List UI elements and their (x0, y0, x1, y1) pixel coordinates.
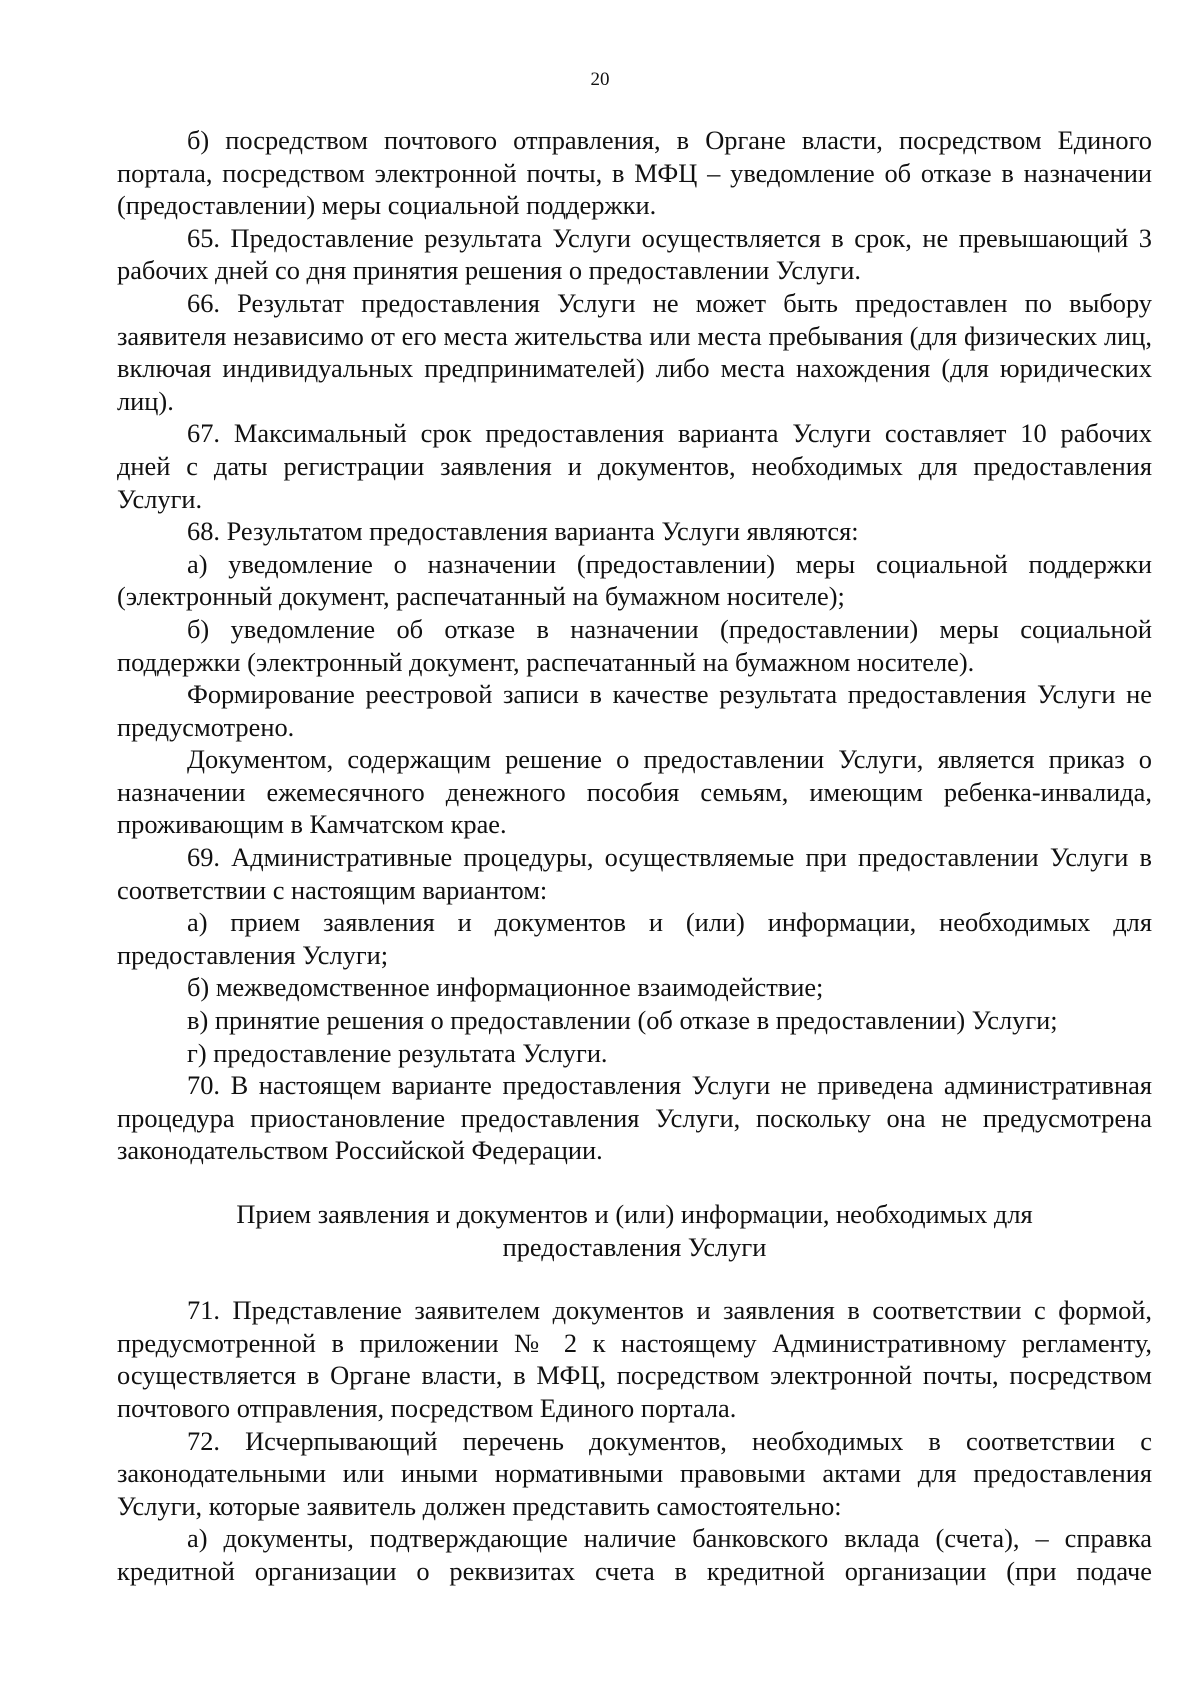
paragraph-70: 70. В настоящем варианте предоставления Услуги не приведена административная процедура приостановление предоставления Услуги, поскольку она не предусмотрена законодательством Российской Федерации. (117, 1070, 1152, 1166)
paragraph-decision-document: Документом, содержащим решение о предоставлении Услуги, является приказ о назначении ежемесячного денежного пособия семьям, имеющим ребенка-инвалида, проживающим в Камчатском крае. (117, 744, 1152, 840)
document-body (117, 124, 1152, 1588)
paragraph-71: 71. Представление заявителем документов и заявления в соответствии с формой, предусмотренной в приложении № 2 к настоящему Административному регламенту, осуществляется в Органе власти, в МФЦ, посредством электронной почты, посредством почтового отправления, посредством Единого портала. (117, 1295, 1152, 1423)
paragraph-66: 66. Результат предоставления Услуги не может быть предоставлен по выбору заявителя независимо от его места жительства или места пребывания (для физических лиц, включая индивидуальных предпринимателей) либо места нахождения (для юридических лиц). (117, 287, 1152, 416)
paragraph-68-b: б) уведомление об отказе в назначении (предоставлении) меры социальной поддержки (электронный документ, распечатанный на бумажном носителе). (117, 613, 1152, 677)
section-heading: Прием заявления и документов и (или) информации, необходимых для предоставления Услуги (236, 1199, 1033, 1262)
paragraph-72-a: а) документы, подтверждающие наличие банковского вклада (счета), – справка кредитной организации о реквизитах счета в кредитной организации (при подаче (117, 1523, 1152, 1586)
paragraph-72: 72. Исчерпывающий перечень документов, необходимых в соответствии с законодательными или иными нормативными правовыми актами для предоставления Услуги, которые заявитель должен представить самостоятельно: (117, 1425, 1152, 1521)
paragraph-69-g: г) предоставление результата Услуги. (187, 1037, 608, 1068)
paragraph-registry-record: Формирование реестровой записи в качестве результата предоставления Услуги не предусмотрено. (117, 679, 1152, 742)
paragraph-69-v: в) принятие решения о предоставлении (об отказе в предоставлении) Услуги; (187, 1005, 1058, 1036)
paragraph-65: 65. Предоставление результата Услуги осуществляется в срок, не превышающий 3 рабочих дней со дня принятия решения о предоставлении Услуги. (117, 222, 1152, 286)
paragraph-69: 69. Административные процедуры, осуществляемые при предоставлении Услуги в соответствии с настоящим вариантом: (117, 842, 1152, 905)
paragraph-68: 68. Результатом предоставления варианта Услуги являются: (187, 516, 859, 547)
paragraph-69-a: а) прием заявления и документов и (или) информации, необходимых для предоставления Услуги; (117, 907, 1152, 970)
paragraph-69-b: б) межведомственное информационное взаимодействие; (187, 972, 824, 1003)
page-number: 20 (590, 69, 610, 90)
paragraph-68-a: а) уведомление о назначении (предоставлении) меры социальной поддержки (электронный документ, распечатанный на бумажном носителе); (117, 548, 1152, 612)
paragraph-67: 67. Максимальный срок предоставления варианта Услуги составляет 10 рабочих дней с даты регистрации заявления и документов, необходимых для предоставления Услуги. (117, 418, 1152, 514)
paragraph-b-postal: б) посредством почтового отправления, в Органе власти, посредством Единого портала, посредством электронной почты, в МФЦ – уведомление об отказе в назначении (предоставлении) меры социальной поддержки. (117, 125, 1152, 221)
